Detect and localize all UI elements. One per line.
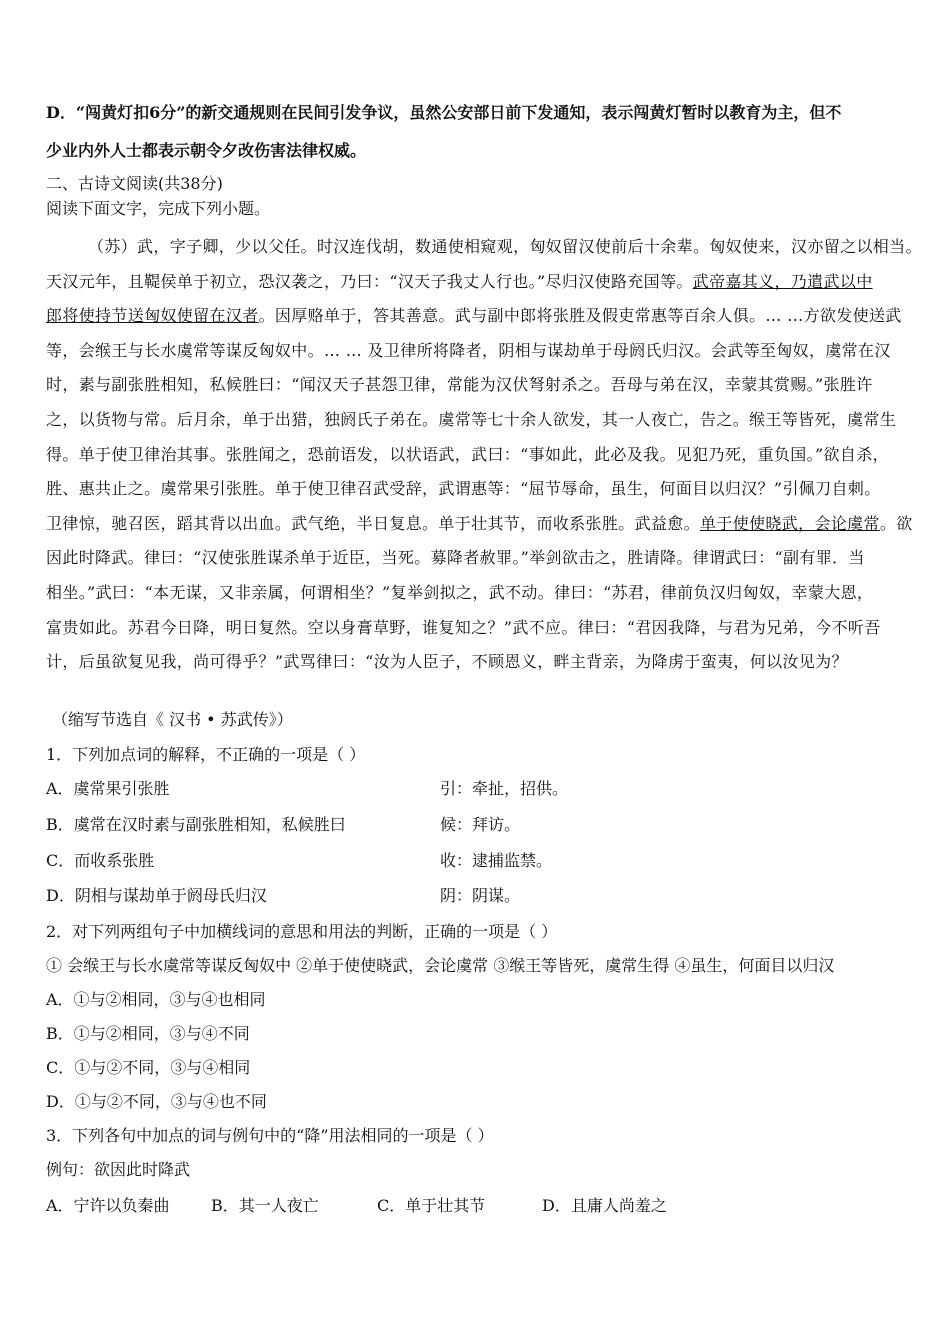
passage-line [46, 265, 908, 300]
q3-option-b[interactable]: B．其一人夜亡 [211, 1196, 319, 1215]
classical-passage [46, 230, 922, 680]
underlined-sentence: 郎将使持节送匈奴使留在汉者 [46, 306, 259, 326]
passage-source: （缩写节选自《 汉书 • 苏武传》） [52, 710, 293, 729]
option-d-line-2: 少业内外人士都表示朝令夕改伤害法律权威。 [46, 141, 367, 160]
option-text: C．而收系张胜 [46, 851, 155, 870]
passage-line [46, 507, 913, 542]
option-gloss: 收：逮捕监禁。 [440, 851, 553, 870]
passage-text: 天汉元年，且鞮侯单于初立，恐汉袭之，乃曰：“汉天子我丈人行也。”尽归汉使路充国等。 [46, 271, 693, 291]
q2-stem: 2．对下列两组句子中加横线词的意思和用法的判断，正确的一项是（ ） [46, 922, 558, 941]
q1-stem: 1．下列加点词的解释，不正确的一项是（ ） [46, 745, 366, 764]
passage-line: 相坐。”武曰：“本无谋，又非亲属，何谓相坐？”复举剑拟之，武不动。律曰：“苏君，律前负汉归匈奴，幸蒙大恩， [46, 582, 874, 602]
passage-line: 等，会缑王与长水虞常等谋反匈奴中。… … 及卫律所将降者，阴相与谋劫单于母阏氏归汉。会武等至匈奴，虞常在汉 [46, 340, 891, 360]
q3-stem: 3．下列各句中加点的词与例句中的“降”用法相同的一项是（ ） [46, 1126, 494, 1145]
passage-line: 富贵如此。苏君今日降，明日复然。空以身膏草野，谁复知之？”武不应。律曰：“君因我降，与君为兄弟，今不听吾 [46, 617, 881, 637]
q2-option-a[interactable]: A．①与②相同，③与④也相同 [46, 990, 266, 1009]
option-text: A．虞常果引张胜 [46, 779, 170, 798]
q1-option-a[interactable] [46, 779, 906, 799]
option-d-line-1: D．“闯黄灯扣6分”的新交通规则在民间引发争议，虽然公安部日前下发通知，表示闯黄灯暂时以教育为主，但不 [46, 103, 842, 122]
q1-option-d[interactable] [46, 886, 906, 906]
option-gloss: 阴：阴谋。 [440, 886, 521, 905]
passage-line: 胜、惠共止之。虞常果引张胜。单于使卫律召武受辞，武谓惠等：“屈节辱命，虽生，何面目以归汉？”引佩刀自刺。 [46, 479, 881, 499]
q1-option-b[interactable] [46, 815, 906, 835]
option-text: D．阴相与谋劫单于阏母氏归汉 [46, 886, 267, 905]
section-heading: 二、古诗文阅读(共38分) [46, 174, 223, 193]
q2-groups: ① 会缑王与长水虞常等谋反匈奴中 ②单于使使晓武，会论虞常 ③缑王等皆死，虞常生得 ④虽生，何面目以归汉 [46, 956, 835, 975]
q3-example: 例句：欲因此时降武 [46, 1160, 191, 1179]
passage-text: 卫律惊，驰召医，蹈其背以出血。武气绝，半日复息。单于壮其节，而收系张胜。武益愈。 [46, 513, 701, 533]
passage-line: 计，后虽欲复见我，尚可得乎？”武骂律曰：“汝为人臣子，不顾恩义，畔主背亲，为降虏于蛮夷，何以汝见为？ [46, 652, 848, 672]
q3-option-a[interactable]: A．宁许以负秦曲 [46, 1196, 170, 1215]
passage-text: 。因厚赂单于，答其善意。武与副中郎将张胜及假吏常惠等百余人俱。… …方欲发使送武 [258, 306, 902, 326]
passage-line [46, 299, 908, 334]
underlined-sentence: 武帝嘉其义，乃遣武以中 [692, 271, 873, 291]
option-text: B．虞常在汉时素与副张胜相知，私候胜曰 [46, 815, 346, 834]
section-instruction: 阅读下面文字，完成下列小题。 [46, 199, 271, 218]
q3-option-d[interactable]: D．且庸人尚羞之 [542, 1196, 667, 1215]
q1-option-c[interactable] [46, 851, 906, 871]
q3-option-c[interactable]: C．单于壮其节 [377, 1196, 486, 1215]
q2-option-d[interactable]: D．①与②不同，③与④也不同 [46, 1092, 267, 1111]
option-gloss: 候：拜访。 [440, 815, 521, 834]
passage-line: 时，素与副张胜相知，私候胜曰：“闻汉天子甚怨卫律，常能为汉伏弩射杀之。吾母与弟在汉，幸蒙其赏赐。”张胜许 [46, 375, 873, 395]
passage-line: （苏）武，字子卿，少以父任。时汉连伐胡，数通使相窥观，匈奴留汉使前后十余辈。匈奴使来，汉亦留之以相当。 [88, 237, 922, 256]
underlined-sentence: 单于使使晓武，会论虞常 [700, 513, 880, 533]
passage-line: 之，以货物与常。后月余，单于出猎，独阏氏子弟在。虞常等七十余人欲发，其一人夜亡，告之。缑王等皆死，虞常生 [46, 409, 897, 429]
passage-line: 得。单于使卫律治其事。张胜闻之，恐前语发，以状语武，武曰：“事如此，此必及我。见犯乃死，重负国。”欲自杀， [46, 444, 889, 464]
q2-option-c[interactable]: C．①与②不同，③与④相同 [46, 1058, 251, 1077]
option-gloss: 引：牵扯，招供。 [440, 779, 569, 798]
passage-text: 。欲 [879, 513, 913, 533]
passage-line: 因此时降武。律曰：“汉使张胜谋杀单于近臣，当死。募降者赦罪。”举剑欲击之，胜请降。律谓武曰：“副有罪．当 [46, 548, 865, 568]
q2-option-b[interactable]: B．①与②相同，③与④不同 [46, 1024, 250, 1043]
